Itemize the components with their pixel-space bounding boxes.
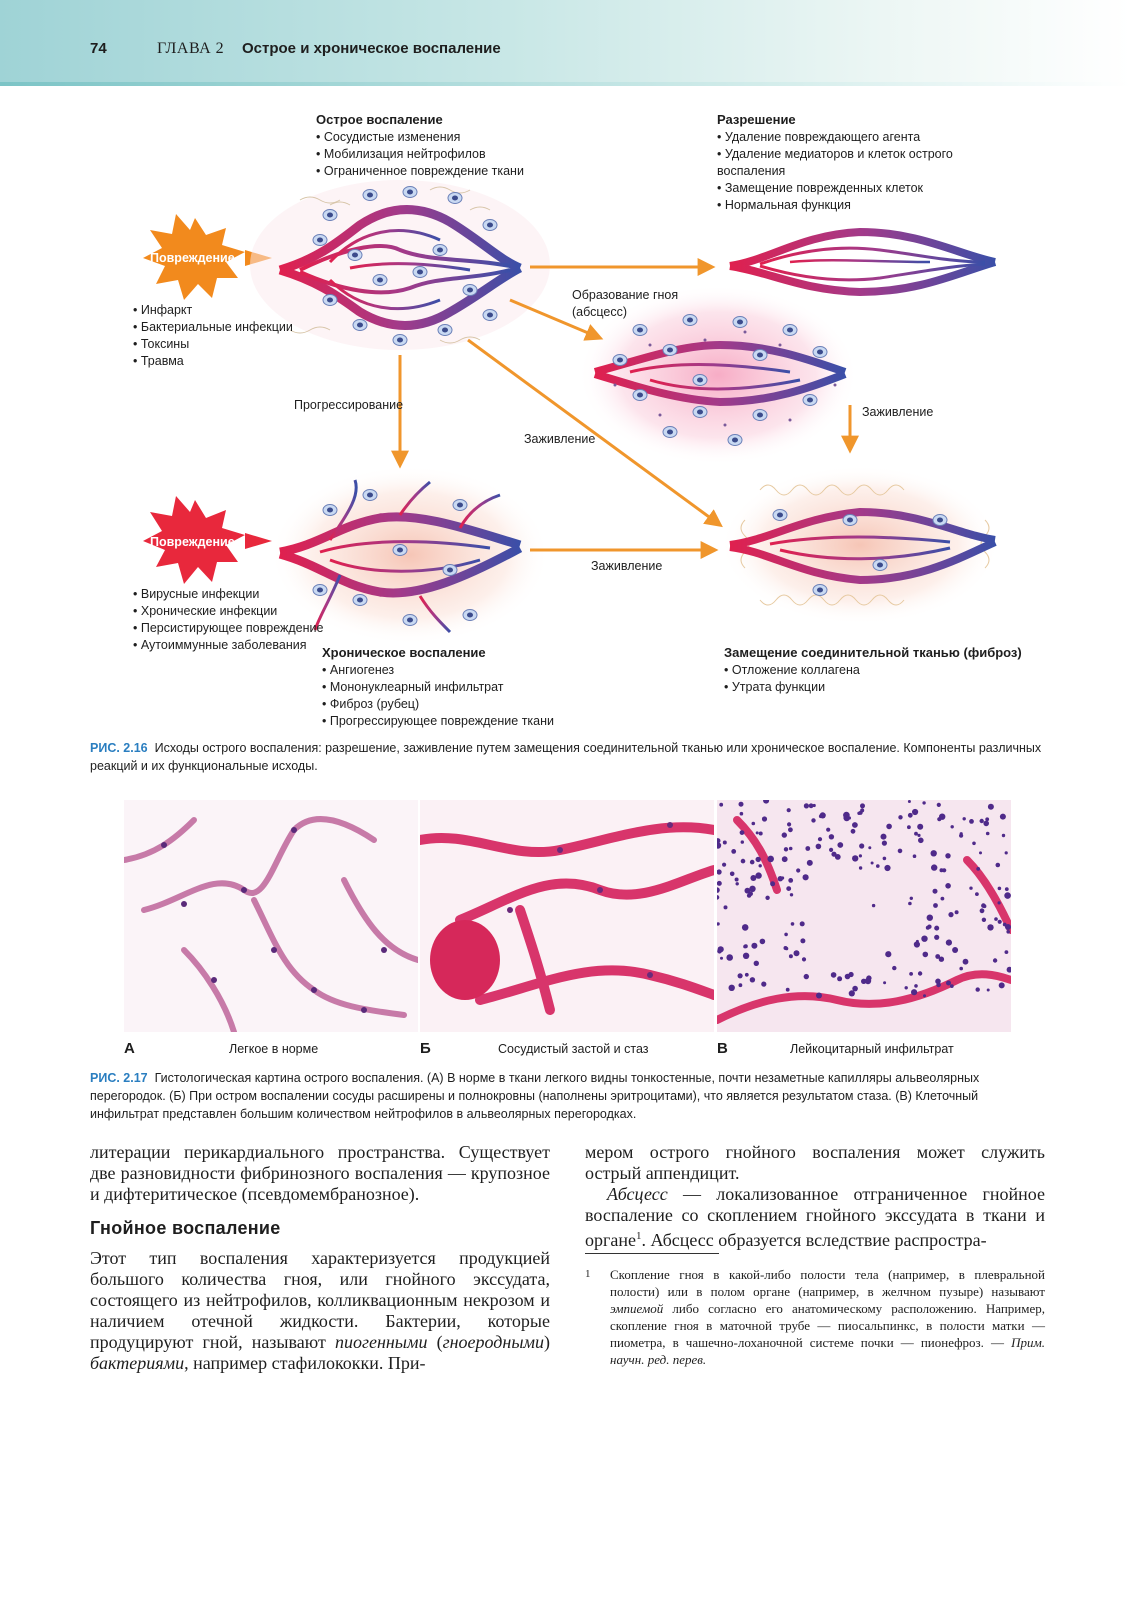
resolution-item: • Нормальная функция	[717, 197, 1017, 214]
cause-item: • Аутоиммунные заболевания	[133, 637, 333, 654]
fibrosis-item: • Отложение коллагена	[724, 662, 1024, 679]
chronic-item: • Фиброз (рубец)	[322, 696, 562, 713]
fibrosis-item: • Утрата функции	[724, 679, 1024, 696]
panel-letter-b: Б	[420, 1040, 431, 1057]
left-column-p2	[90, 1248, 550, 1374]
acute-item: • Ограниченное повреждение ткани	[316, 163, 546, 180]
caption-number: РИС. 2.16	[90, 741, 148, 755]
resolution-illustration	[730, 232, 995, 292]
progression-label: Прогрессирование	[294, 398, 404, 412]
figure-2-17-caption	[90, 1069, 1045, 1123]
panel-label-a: Легкое в норме	[229, 1042, 319, 1056]
acute-item: • Сосудистые изменения	[316, 129, 546, 146]
cause-item: • Вирусные инфекции	[133, 586, 333, 603]
resolution-label	[717, 111, 1017, 214]
histology-panel-normal	[124, 800, 418, 1032]
abscess-label: Образование гноя (абсцесс)	[572, 288, 679, 319]
footnote: Скопление гноя в какой-либо полости тела (например, в плевральной полости) или в полом органе (например, в желчном пузыре) называют эмпиемой либо согласно его анатомическому расположению. Например, скопление гноя в маточной трубе — пиосальпинкс, в полости матки — пиометра, в чашечно-лоханочной системе почки — пионефроз. — Прим. научн. ред. перев.	[610, 1267, 1045, 1367]
healing-label-chronic: Заживление	[591, 559, 663, 573]
chronic-title: Хроническое воспаление	[322, 645, 486, 660]
page-number: 74	[90, 40, 107, 57]
cause-item: • Бактериальные инфекции	[133, 319, 323, 336]
cause-item: • Инфаркт	[133, 302, 323, 319]
footnote-rule	[585, 1253, 719, 1254]
chronic-inflammation-label	[322, 644, 562, 730]
paragraph: литерации перикардиального пространства. Существует две разновидности фибринозного воспаления — крупозное и дифтеритическое (псевдомембранозное).	[90, 1142, 550, 1204]
panel-letter-a: А	[124, 1040, 135, 1057]
healing-label-abscess: Заживление	[862, 405, 934, 419]
healing-label-diagonal: Заживление	[524, 432, 596, 446]
injury-top-causes	[133, 302, 323, 370]
cause-item: • Травма	[133, 353, 323, 370]
injury-bottom-causes	[133, 586, 333, 654]
cause-item: • Токсины	[133, 336, 323, 353]
injury-bottom-label: Повреждение	[150, 535, 235, 549]
injury-top-label: Повреждение	[150, 251, 235, 265]
fibrosis-title: Замещение соединительной тканью (фиброз)	[724, 645, 1022, 660]
cause-item: • Персистирующее повреждение	[133, 620, 333, 637]
chronic-item: • Прогрессирующее повреждение ткани	[322, 713, 562, 730]
fibrosis-illustration	[720, 465, 1000, 625]
panel-label-c: Лейкоцитарный инфильтрат	[790, 1042, 954, 1056]
acute-inflammation-label	[316, 111, 546, 180]
footnote-number: 1	[585, 1268, 591, 1280]
resolution-item: • Замещение поврежденных клеток	[717, 180, 1017, 197]
right-column	[585, 1142, 1045, 1251]
resolution-title: Разрешение	[717, 112, 796, 127]
histology-panel-congestion	[420, 800, 714, 1032]
chronic-item: • Мононуклеарный инфильтрат	[322, 679, 562, 696]
chronic-item: • Ангиогенез	[322, 662, 562, 679]
paragraph: мером острого гнойного воспаления может служить острый аппендицит.	[585, 1142, 1045, 1183]
figure-2-16-caption	[90, 739, 1045, 775]
chapter-title: Острое и хроническое воспаление	[242, 40, 501, 57]
caption-text: Гистологическая картина острого воспаления. (А) В норме в ткани легкого видны тонкостенные, почти незаметные капилляры альвеолярных перегородок. (Б) При остром воспалении сосуды расширены и полнокровны (наполнены эритроцитами), что является результатом стаза. (В) Клеточный инфильтрат представлен большим количеством нейтрофилов в альвеолярных перегородках.	[90, 1071, 980, 1121]
panel-label-b: Сосудистый застой и стаз	[498, 1042, 649, 1056]
panel-letter-c: В	[717, 1040, 728, 1057]
caption-number: РИС. 2.17	[90, 1071, 148, 1085]
resolution-item: • Удаление повреждающего агента	[717, 129, 1017, 146]
section-heading: Гнойное воспаление	[90, 1218, 281, 1238]
chapter-label: ГЛАВА 2	[157, 40, 225, 57]
caption-text: Исходы острого воспаления: разрешение, заживление путем замещения соединительной тканью или хроническое воспаление. Компоненты различных реакций и их функциональные исходы.	[90, 741, 1042, 773]
cause-item: • Хронические инфекции	[133, 603, 333, 620]
fibrosis-label	[724, 644, 1024, 696]
resolution-item: • Удаление медиаторов и клеток острого воспаления	[717, 146, 1017, 180]
acute-title: Острое воспаление	[316, 112, 443, 127]
left-column	[90, 1142, 550, 1205]
paragraph: Этот тип воспаления характеризуется продукцией большого количества гноя, или гнойного экссудата, состоящего из нейтрофилов, колликвационным некрозом и наличием отечной жидкости. Бактерии, которые продуцируют гной, называют пиогенными (гноеродными) бактериями, например стафилококки. При-	[90, 1248, 550, 1373]
histology-panel-infiltrate	[717, 800, 1011, 1032]
paragraph: Абсцесс — локализованное отграниченное гнойное воспаление со скоплением гнойного экссудата в ткани и органе$^1$. Абсцесс образуется вследствие распростра-	[585, 1184, 1045, 1250]
acute-item: • Мобилизация нейтрофилов	[316, 146, 546, 163]
